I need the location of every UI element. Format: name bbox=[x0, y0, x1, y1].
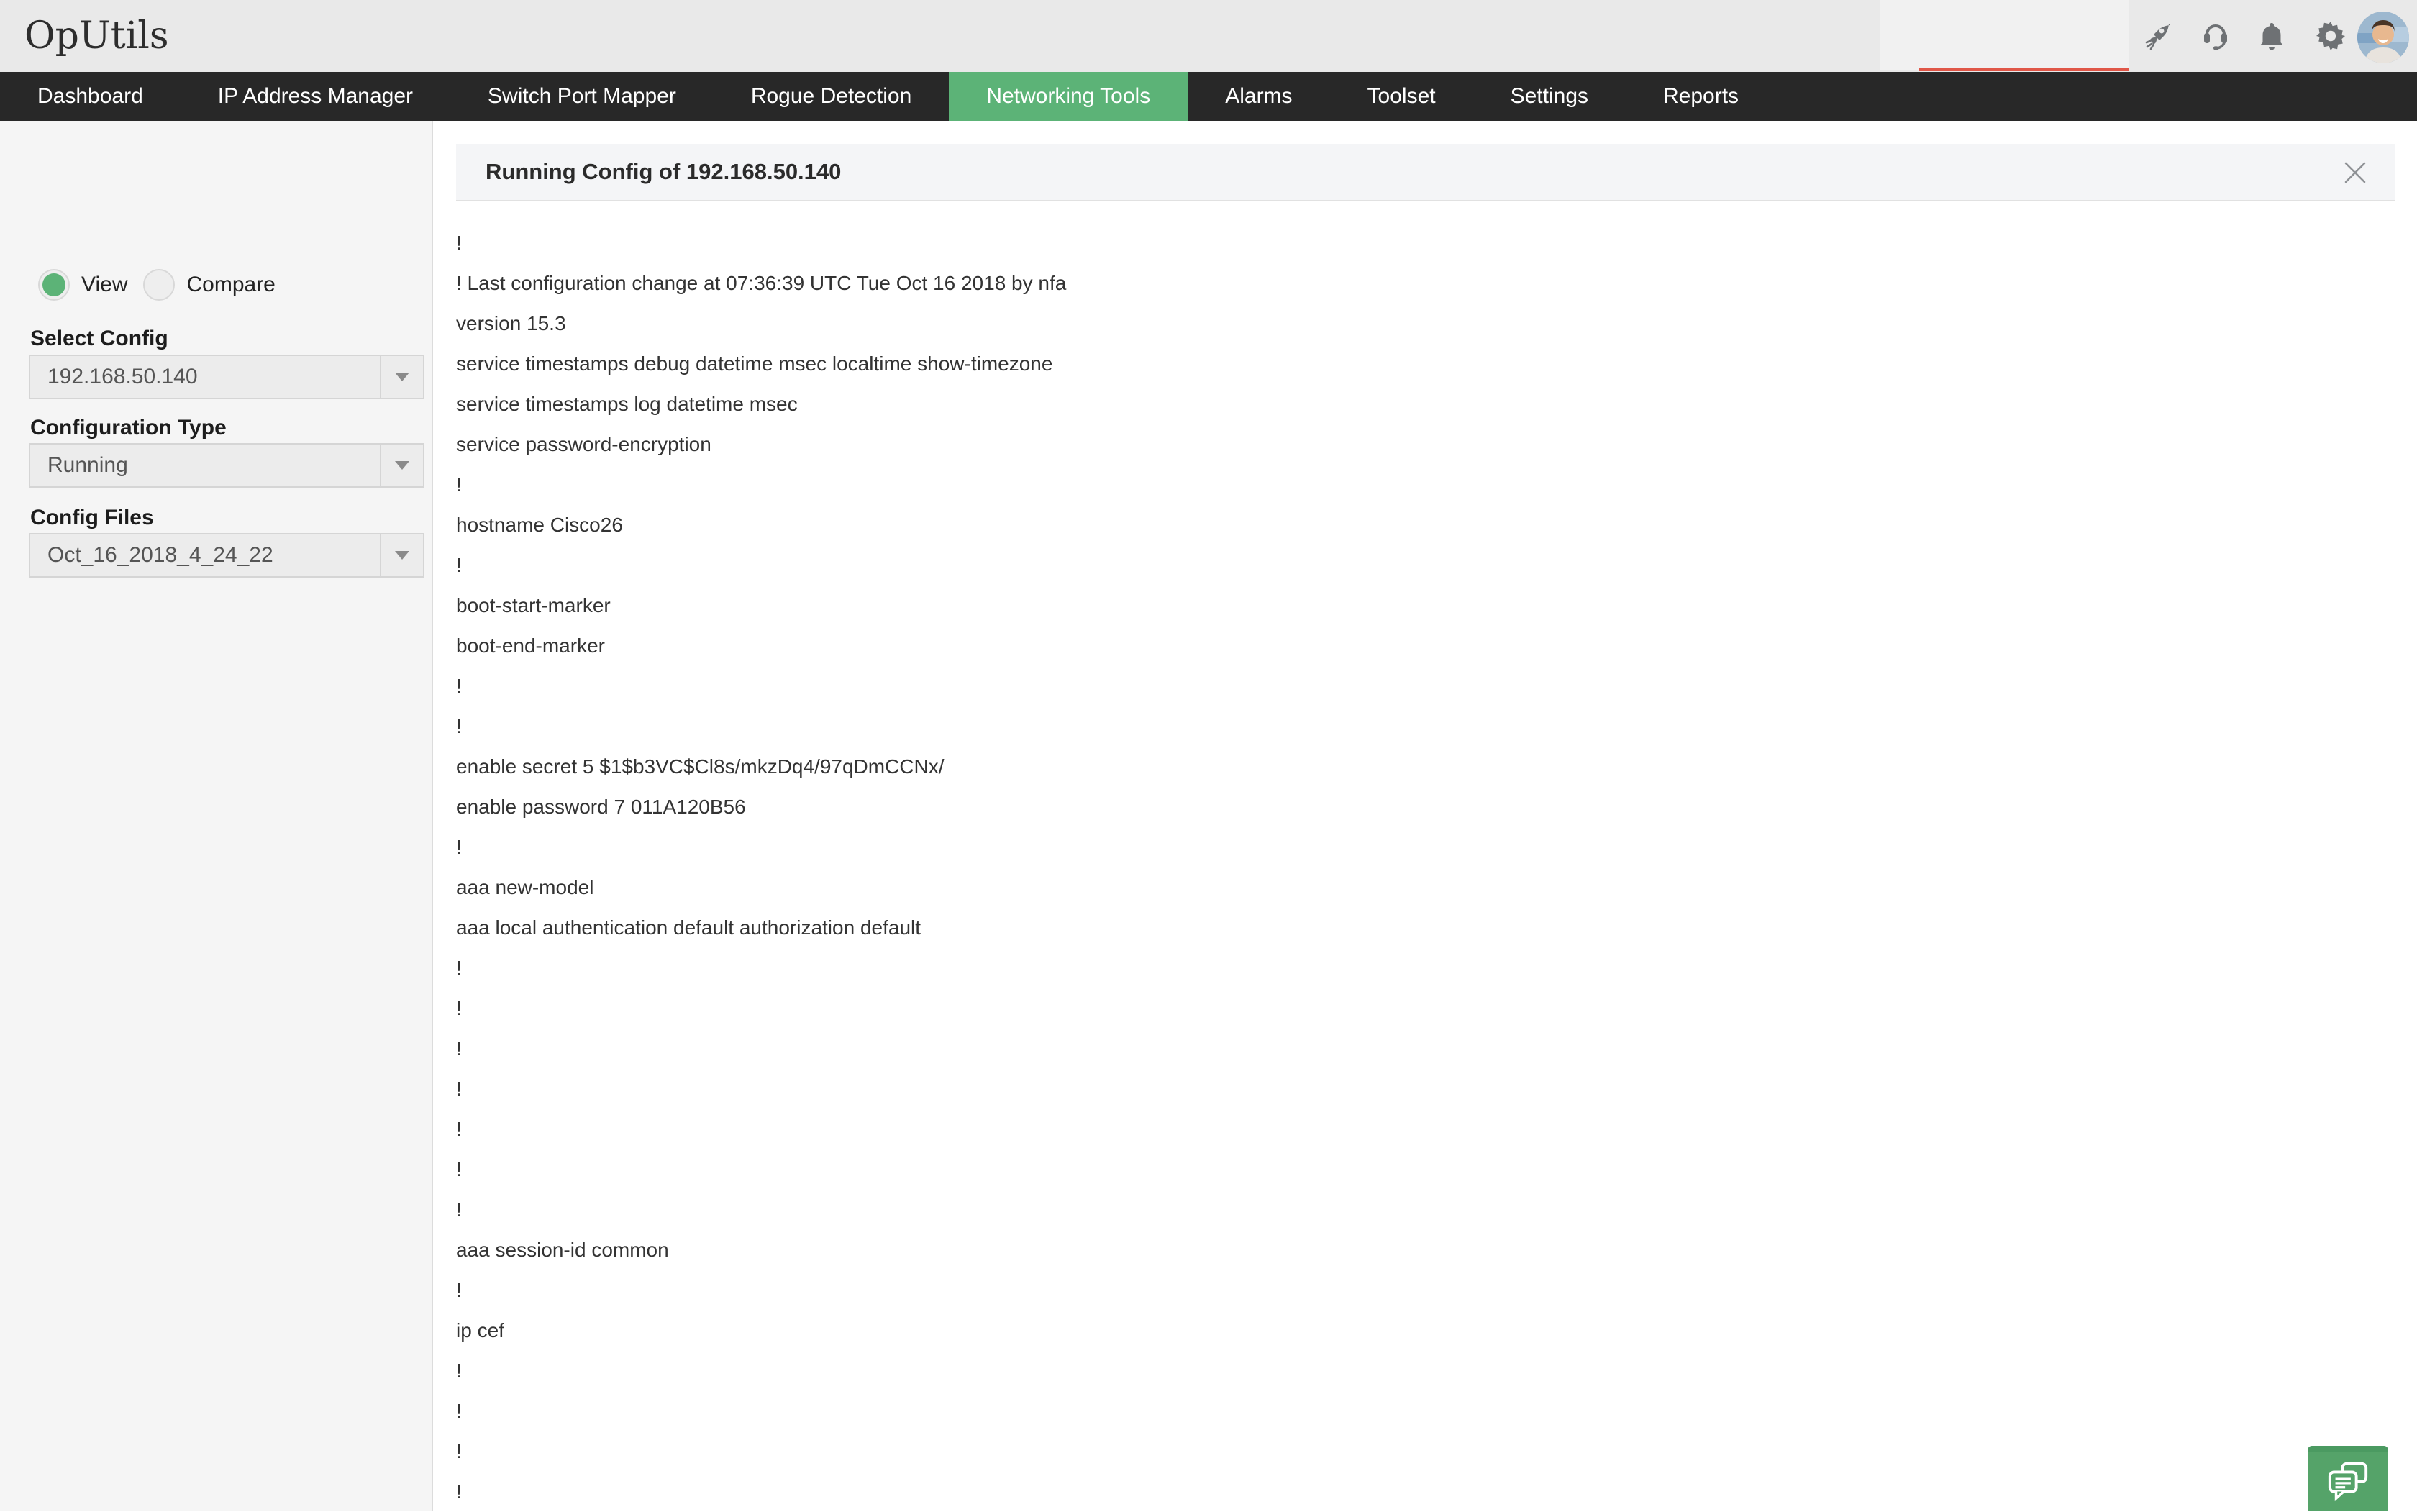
config-line: ! bbox=[456, 1118, 462, 1140]
chevron-down-icon[interactable] bbox=[380, 445, 423, 486]
config-line: boot-start-marker bbox=[456, 594, 611, 616]
config-line: ! Last configuration change at 07:36:39 UTC Tue Oct 16 2018 by nfa bbox=[456, 272, 1067, 294]
config-line: ! bbox=[456, 1360, 462, 1382]
config-line: ! bbox=[456, 1279, 462, 1301]
nav-tab-ip-address-manager[interactable]: IP Address Manager bbox=[217, 84, 414, 108]
view-mode-radio-group bbox=[38, 269, 276, 301]
user-avatar[interactable] bbox=[2357, 12, 2409, 63]
chevron-down-icon[interactable] bbox=[380, 534, 423, 576]
nav-tab-switch-port-mapper[interactable]: Switch Port Mapper bbox=[488, 84, 676, 108]
headset-icon[interactable] bbox=[2198, 19, 2233, 53]
chat-button[interactable] bbox=[2308, 1446, 2388, 1511]
config-line: ip cef bbox=[456, 1319, 504, 1342]
config-titlebar bbox=[456, 144, 2395, 201]
nav-tab-toolset[interactable]: Toolset bbox=[1367, 84, 1436, 108]
config-line: service timestamps log datetime msec bbox=[456, 393, 798, 415]
nav-tab-rogue-detection[interactable]: Rogue Detection bbox=[750, 84, 912, 108]
config-line: version 15.3 bbox=[456, 312, 566, 334]
select-config-label: Select Config bbox=[30, 327, 168, 350]
config-line: enable password 7 011A120B56 bbox=[456, 796, 746, 818]
chat-bubbles-icon bbox=[2326, 1460, 2370, 1502]
nav-tab-reports[interactable]: Reports bbox=[1663, 84, 1739, 108]
select-config-value: 192.168.50.140 bbox=[47, 365, 198, 388]
config-line: service password-encryption bbox=[456, 433, 711, 455]
configuration-type-label: Configuration Type bbox=[30, 416, 227, 440]
nav-tab-settings[interactable]: Settings bbox=[1510, 84, 1589, 108]
config-line: aaa local authentication default authorization default bbox=[456, 916, 921, 939]
config-line: ! bbox=[456, 836, 462, 858]
chevron-down-icon[interactable] bbox=[380, 356, 423, 398]
config-line: ! bbox=[456, 1198, 462, 1221]
nav-tab-networking-tools[interactable]: Networking Tools bbox=[949, 72, 1188, 121]
gear-icon[interactable] bbox=[2313, 19, 2348, 53]
radio-view-dot bbox=[42, 273, 65, 296]
select-config-dropdown[interactable] bbox=[29, 355, 424, 399]
config-text bbox=[456, 223, 2391, 1512]
header-search-field[interactable] bbox=[1880, 0, 2129, 70]
sidebar bbox=[0, 121, 433, 1511]
main-content bbox=[433, 121, 2417, 1511]
radio-view[interactable] bbox=[38, 269, 70, 301]
radio-compare-label: Compare bbox=[186, 273, 276, 296]
config-line: ! bbox=[456, 1078, 462, 1100]
config-line: service timestamps debug datetime msec localtime show-timezone bbox=[456, 352, 1053, 375]
app-logo: OpUtils bbox=[24, 14, 169, 58]
config-line: ! bbox=[456, 473, 462, 496]
config-line: boot-end-marker bbox=[456, 634, 605, 657]
config-line: ! bbox=[456, 1480, 462, 1503]
app-header bbox=[0, 0, 2417, 72]
config-files-label: Config Files bbox=[30, 506, 154, 529]
config-line: aaa new-model bbox=[456, 876, 594, 898]
config-line: aaa session-id common bbox=[456, 1239, 669, 1261]
config-line: ! bbox=[456, 957, 462, 979]
config-files-value: Oct_16_2018_4_24_22 bbox=[47, 543, 273, 567]
configuration-type-value: Running bbox=[47, 453, 128, 477]
config-line: enable secret 5 $1$b3VC$Cl8s/mkzDq4/97qDmCCNx/ bbox=[456, 755, 945, 778]
config-line: ! bbox=[456, 1158, 462, 1180]
bell-icon[interactable] bbox=[2254, 19, 2289, 53]
main-nav bbox=[0, 72, 2417, 121]
nav-tab-alarms[interactable]: Alarms bbox=[1225, 84, 1293, 108]
config-line: ! bbox=[456, 232, 462, 254]
config-line: ! bbox=[456, 715, 462, 737]
radio-view-label: View bbox=[81, 273, 128, 296]
rocket-icon[interactable] bbox=[2141, 19, 2175, 53]
nav-tab-dashboard[interactable]: Dashboard bbox=[37, 84, 143, 108]
config-line: ! bbox=[456, 554, 462, 576]
config-line: hostname Cisco26 bbox=[456, 514, 623, 536]
config-line: ! bbox=[456, 1440, 462, 1462]
config-line: ! bbox=[456, 1400, 462, 1422]
close-icon[interactable] bbox=[2342, 160, 2368, 186]
config-line: ! bbox=[456, 997, 462, 1019]
configuration-type-dropdown[interactable] bbox=[29, 443, 424, 488]
config-files-dropdown[interactable] bbox=[29, 533, 424, 578]
config-line: ! bbox=[456, 675, 462, 697]
config-line: ! bbox=[456, 1037, 462, 1060]
page-title: Running Config of 192.168.50.140 bbox=[486, 159, 842, 184]
header-search-underline bbox=[1919, 68, 2129, 71]
radio-compare[interactable] bbox=[143, 269, 175, 301]
